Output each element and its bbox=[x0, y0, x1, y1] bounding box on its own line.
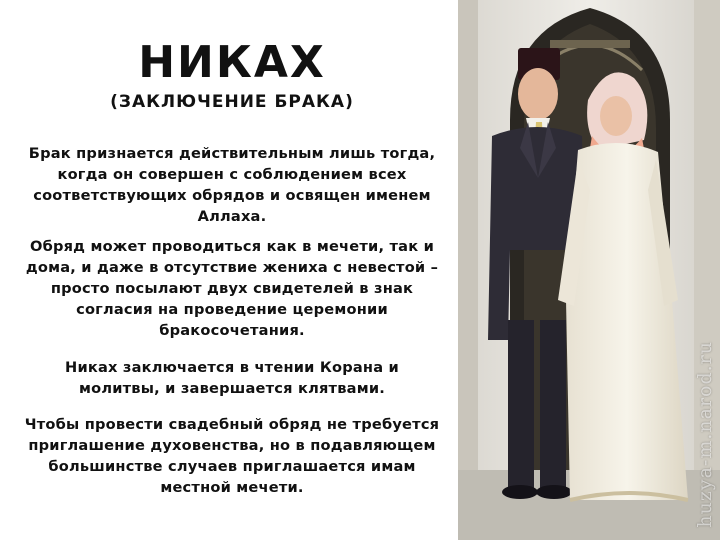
paragraph-2: Обряд может проводиться как в мечети, так и дома, и даже в отсутствие жениха с невестой – просто посылают двух свидетелей в знак согласия на проведение церемонии бракосочетания. bbox=[25, 238, 439, 339]
slide-subtitle: (ЗАКЛЮЧЕНИЕ БРАКА) bbox=[110, 92, 354, 112]
wedding-couple-photo bbox=[458, 0, 720, 540]
paragraph-4: Чтобы провести свадебный обряд не требуется приглашение духовенства, но в подавляющем большинстве случаев приглашается имам местной мечети. bbox=[24, 416, 440, 496]
paragraph-1: Брак признается действительным лишь тогда, когда он совершен с соблюдением всех соответствующих обрядов и освящен именем Аллаха. bbox=[28, 145, 436, 225]
paragraph-3: Никах заключается в чтении Корана и молитвы, и завершается клятвами. bbox=[65, 359, 399, 397]
slide-title: НИКАХ bbox=[138, 37, 326, 88]
photo-watermark: huzya-m.narod.ru bbox=[694, 341, 716, 528]
couple-illustration bbox=[458, 0, 720, 540]
